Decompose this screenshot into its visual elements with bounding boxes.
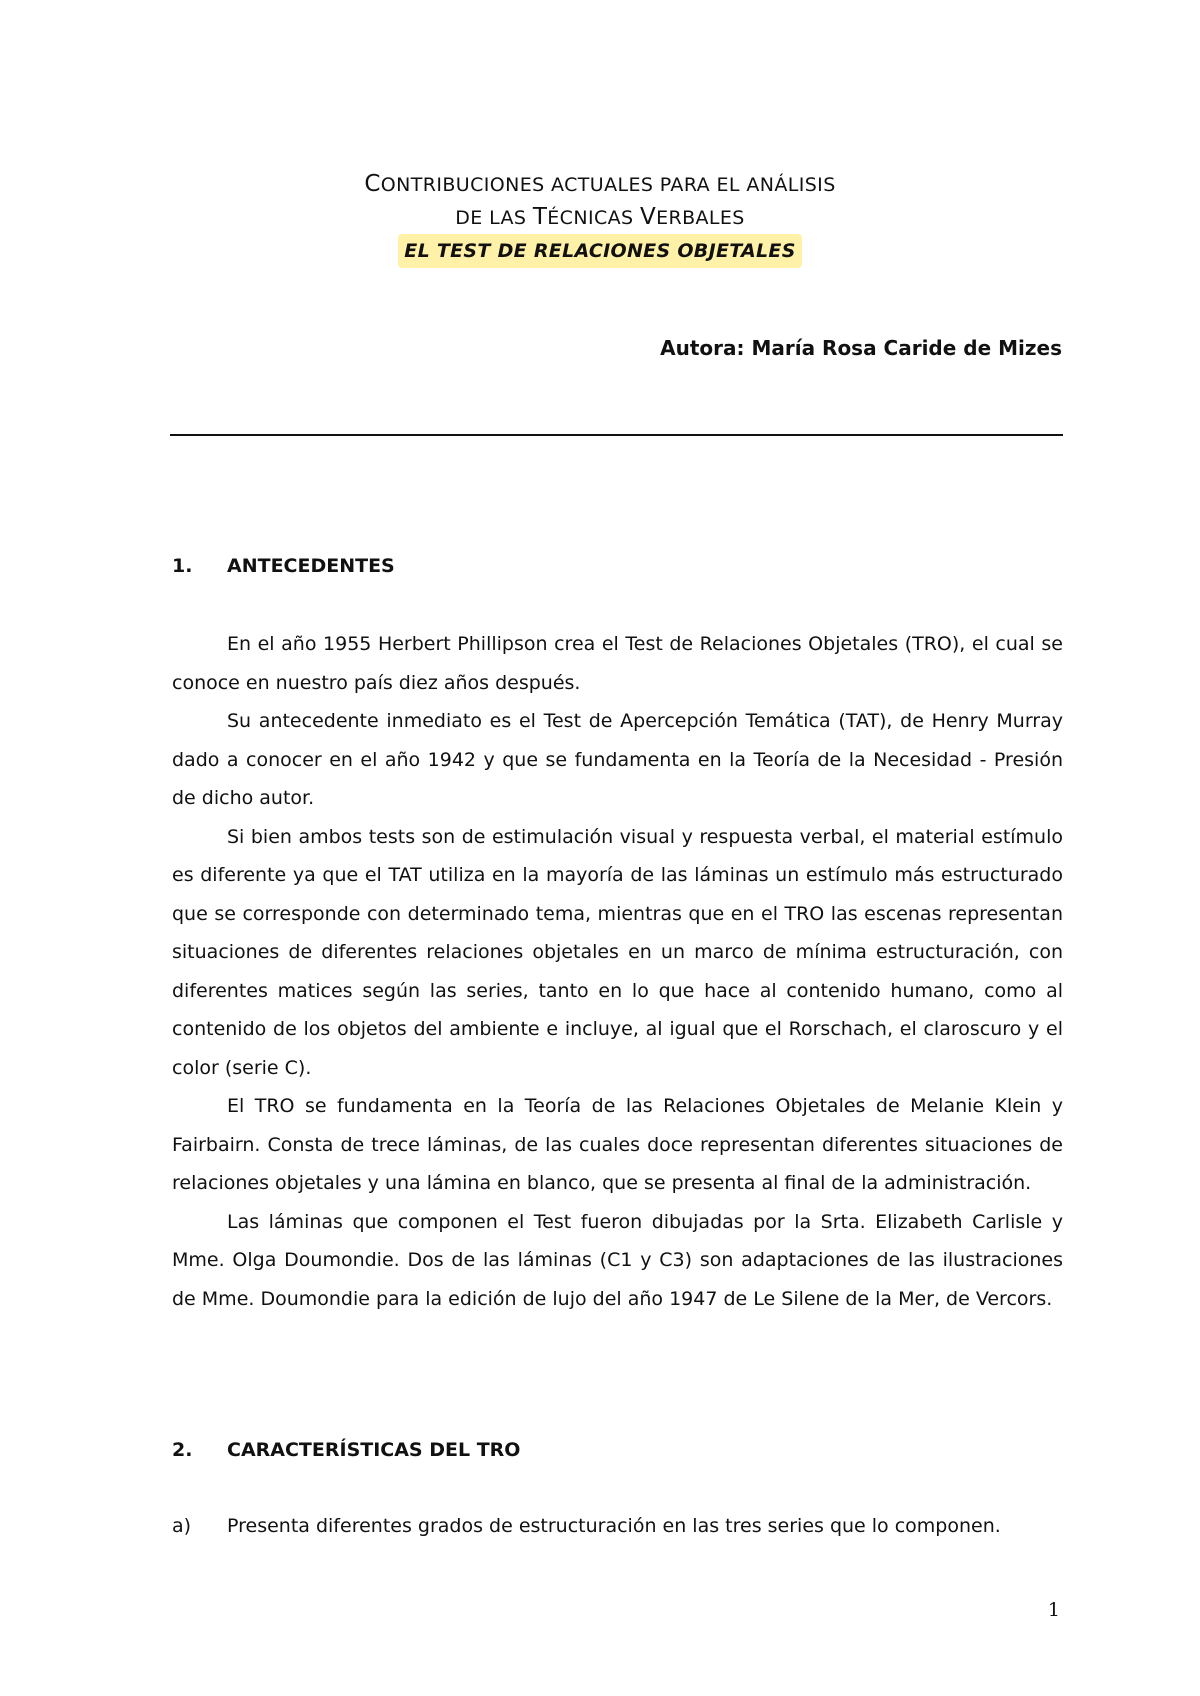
section-body-antecedentes (172, 625, 1063, 1318)
horizontal-divider (170, 434, 1063, 436)
paragraph: El TRO se fundamenta en la Teoría de las Relaciones Objetales de Melanie Klein y Fairbairn. Consta de trece láminas, de las cuales doce representan diferentes situaciones de relaciones objetales y una lámina en blanco, que se presenta al final de la administración. (172, 1095, 1063, 1194)
document-title (0, 168, 1200, 269)
section-title: CARACTERÍSTICAS DEL TRO (227, 1439, 521, 1461)
list-item (172, 1515, 1001, 1537)
title-line-1: CONTRIBUCIONES ACTUALES PARA EL ANÁLISIS (364, 171, 836, 197)
section-heading-caracteristicas (172, 1439, 520, 1461)
list-item-text: Presenta diferentes grados de estructuración en las tres series que lo componen. (227, 1515, 1001, 1537)
author-line: Autora: María Rosa Caride de Mizes (660, 336, 1062, 360)
paragraph: Si bien ambos tests son de estimulación visual y respuesta verbal, el material estímulo es diferente ya que el TAT utiliza en la mayoría de las láminas un estímulo más estructurado que se corresponde con determinado tema, mientras que en el TRO las escenas representan situaciones de diferentes relaciones objetales en un marco de mínima estructuración, con diferentes matices según las series, tanto en lo que hace al contenido humano, como al contenido de los objetos del ambiente e incluye, al igual que el Rorschach, el claroscuro y el color (serie C). (172, 825, 1063, 1079)
page-number: 1 (1047, 1599, 1060, 1621)
title-line-2: DE LAS TÉCNICAS VERBALES (455, 204, 745, 230)
paragraph: En el año 1955 Herbert Phillipson crea el Test de Relaciones Objetales (TRO), el cual se conoce en nuestro país diez años después. (172, 633, 1063, 694)
section-heading-antecedentes (172, 555, 395, 577)
list-marker: a) (172, 1515, 192, 1537)
paragraph: Las láminas que componen el Test fueron dibujadas por la Srta. Elizabeth Carlisle y Mme. Olga Doumondie. Dos de las láminas (C1 y C3) son adaptaciones de las ilustraciones de Mme. Doumondie para la edición de lujo del año 1947 de Le Silene de la Mer, de Vercors. (172, 1210, 1063, 1310)
paragraph: Su antecedente inmediato es el Test de Apercepción Temática (TAT), de Henry Murray dado a conocer en el año 1942 y que se fundamenta en la Teoría de la Necesidad - Presión de dicho autor. (172, 710, 1063, 809)
section-number: 1. (172, 555, 193, 577)
section-number: 2. (172, 1439, 193, 1461)
highlighted-subtitle: EL TEST DE RELACIONES OBJETALES (398, 234, 801, 268)
section-title: ANTECEDENTES (227, 555, 395, 577)
